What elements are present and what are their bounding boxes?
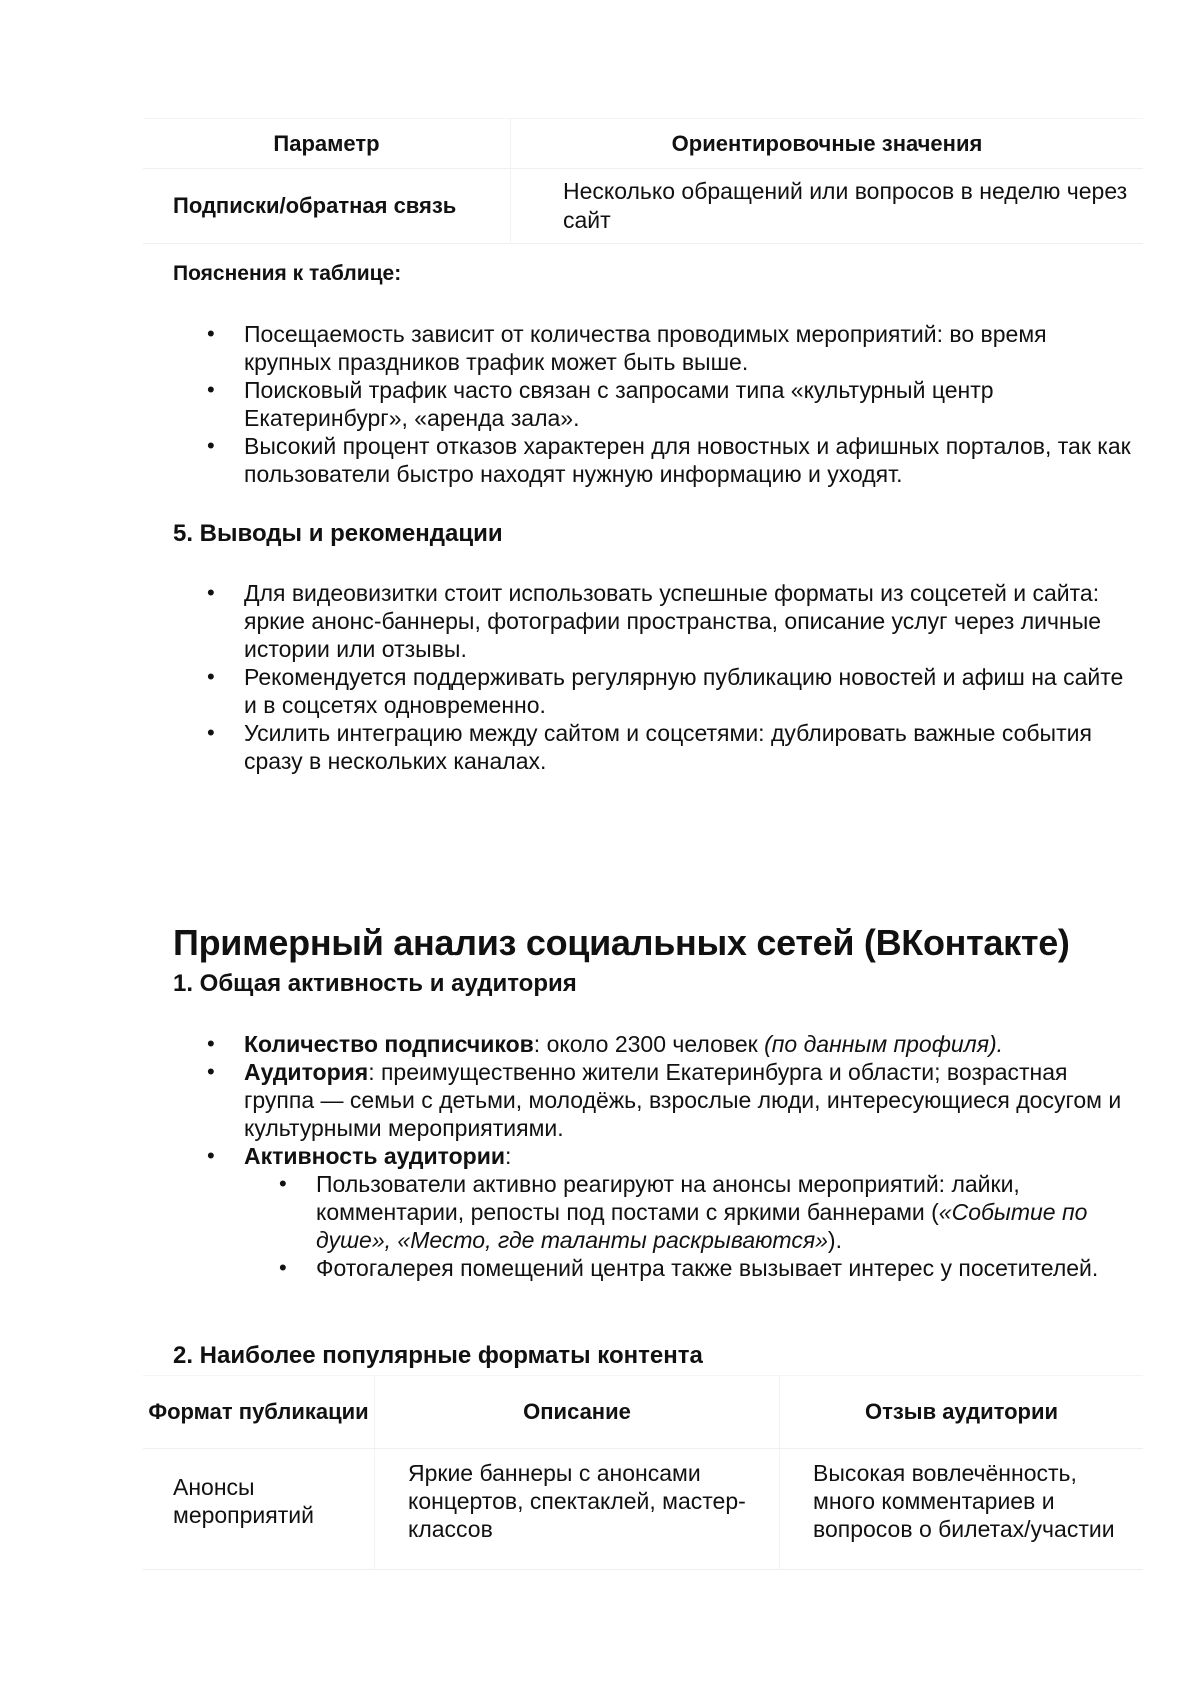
sub-item-quotes: «Событие по душе», «Место, где таланты раскрываются» xyxy=(316,1199,1088,1253)
notes-list xyxy=(173,320,1133,488)
sub-item-text: Пользователи активно реагируют на анонсы мероприятий: лайки, комментарии, репосты под постами с яркими баннерами ( xyxy=(316,1171,1020,1225)
table-cell-value: Несколько обращений или вопросов в неделю через сайт xyxy=(511,169,1144,244)
section-heading-activity: 1. Общая активность и аудитория xyxy=(173,970,577,997)
table-cell-param: Подписки/обратная связь xyxy=(173,193,457,218)
activity-list xyxy=(173,1030,1133,1282)
list-item: • Рекомендуется поддерживать регулярную публикацию новостей и афиш на сайте и в соцсетях одновременно. xyxy=(173,663,1133,719)
list-item: • Высокий процент отказов характерен для новостных и афишных порталов, так как пользователи быстро находят нужную информацию и уходят. xyxy=(173,432,1133,488)
section-heading-conclusions: 5. Выводы и рекомендации xyxy=(173,520,503,547)
list-item: • Усилить интеграцию между сайтом и соцсетями: дублировать важные события сразу в нескольких каналах. xyxy=(173,719,1133,775)
page-title: Примерный анализ социальных сетей (ВКонтакте) xyxy=(173,922,1070,963)
list-item-audience xyxy=(173,1058,1133,1142)
list-item: • Посещаемость зависит от количества проводимых мероприятий: во время крупных праздников трафик может быть выше. xyxy=(173,320,1133,376)
notes-title: Пояснения к таблице: xyxy=(173,262,402,285)
text-subscribers: : около 2300 человек xyxy=(533,1031,765,1057)
table-header-feedback: Отзыв аудитории xyxy=(780,1376,1144,1449)
table-cell-format: Анонсы мероприятий xyxy=(173,1474,314,1528)
list-item: • Для видеовизитки стоит использовать успешные форматы из соцсетей и сайта: яркие анонс-баннеры, фотографии пространства, описание услуг через личные истории или отзывы. xyxy=(173,579,1133,663)
list-item-subscribers xyxy=(173,1030,1133,1058)
label-subscribers: Количество подписчиков xyxy=(244,1031,534,1057)
table-row xyxy=(143,1449,1143,1570)
table-cell-description: Яркие баннеры с анонсами концертов, спектаклей, мастер-классов xyxy=(375,1449,780,1570)
sub-list-item: • Фотогалерея помещений центра также вызывает интерес у посетителей. xyxy=(173,1254,1133,1282)
list-item: • Поисковый трафик часто связан с запросами типа «культурный центр Екатеринбург», «аренда зала». xyxy=(173,376,1133,432)
label-activity: Активность аудитории xyxy=(244,1143,505,1169)
label-audience: Аудитория xyxy=(244,1059,369,1085)
sub-item-end: ). xyxy=(827,1227,842,1253)
formats-table xyxy=(143,1375,1143,1570)
table-row xyxy=(143,169,1143,244)
table-header-description: Описание xyxy=(375,1376,780,1449)
table-header-format: Формат публикации xyxy=(143,1376,375,1449)
list-item-activity xyxy=(173,1142,1133,1170)
table-header-parameter: Параметр xyxy=(143,119,511,169)
traffic-table xyxy=(143,118,1143,244)
text-audience: : преимущественно жители Екатеринбурга и области; возрастная группа — семьи с детьми, молодёжь, взрослые люди, интересующиеся досугом и культурными мероприятиями. xyxy=(244,1059,1122,1141)
sub-list-item xyxy=(173,1170,1133,1254)
section-heading-formats: 2. Наиболее популярные форматы контента xyxy=(173,1342,703,1369)
note-subscribers: (по данным профиля). xyxy=(764,1031,1004,1057)
activity-colon: : xyxy=(504,1143,512,1169)
recommendations-list xyxy=(173,579,1133,775)
table-cell-feedback: Высокая вовлечённость, много комментариев и вопросов о билетах/участии xyxy=(780,1449,1144,1570)
table-header-values: Ориентировочные значения xyxy=(511,119,1144,169)
